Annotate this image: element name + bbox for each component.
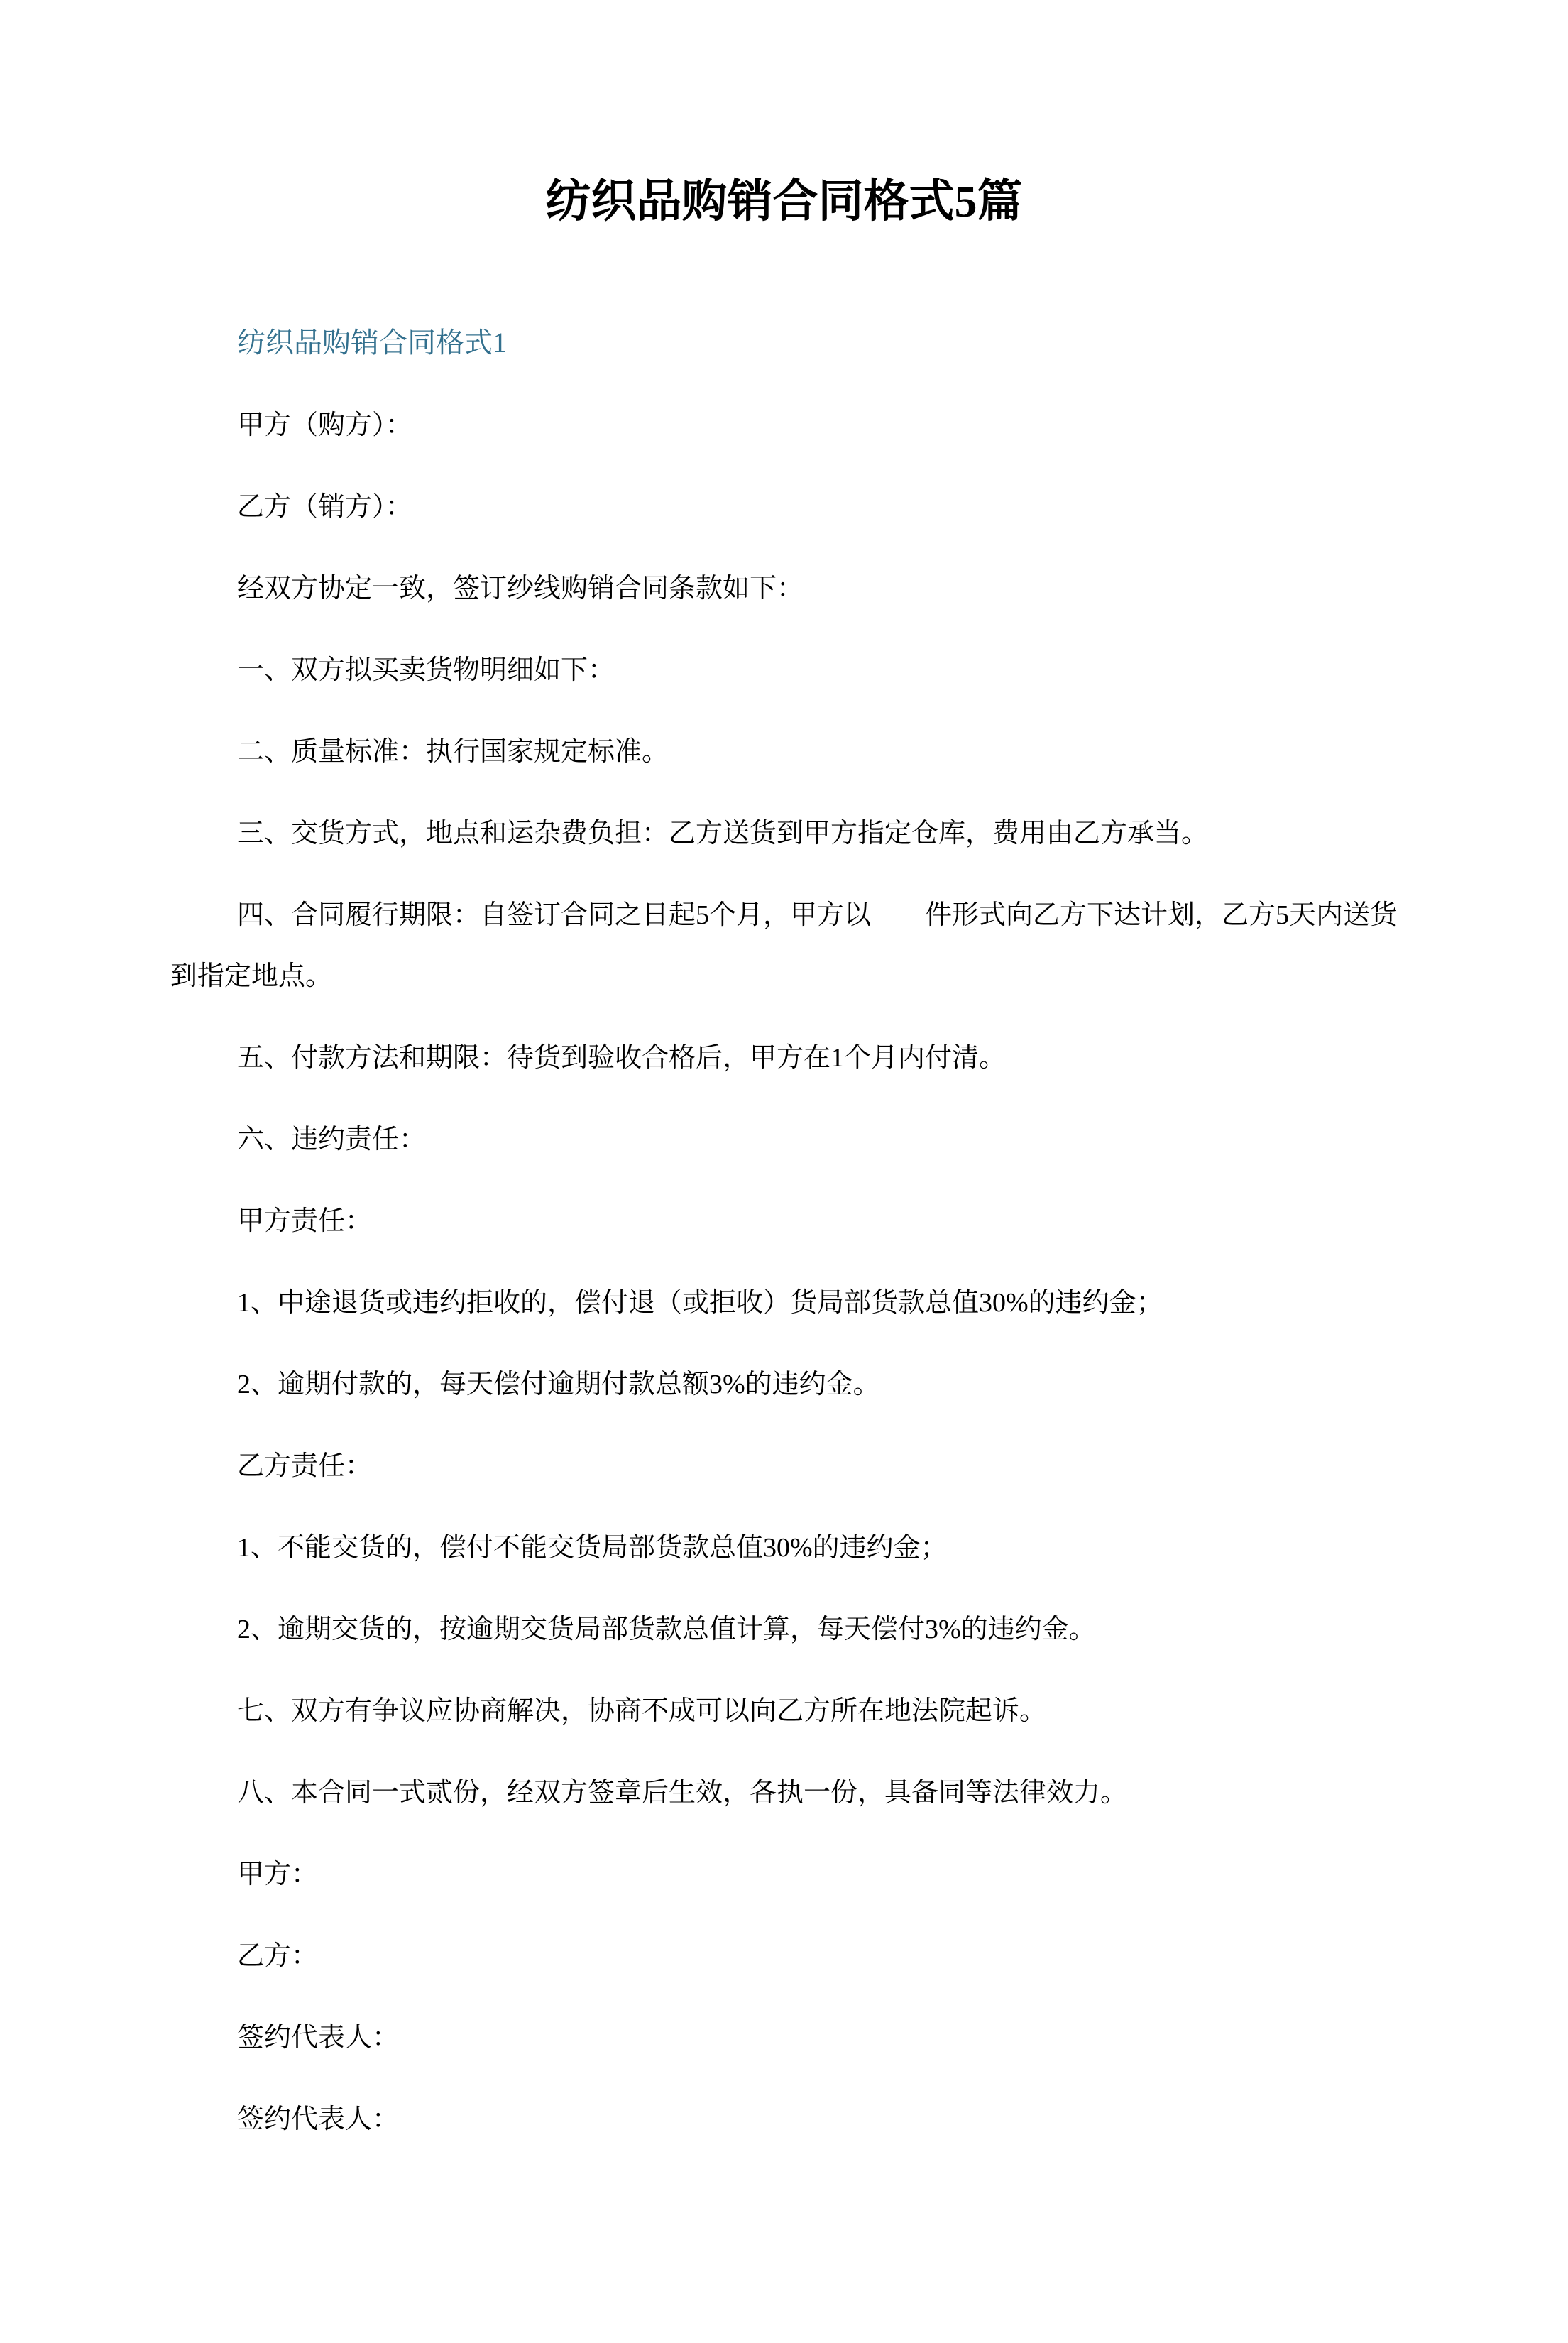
paragraph: 甲方（购方）： xyxy=(237,410,413,440)
paragraph: 二、质量标准：执行国家规定标准。 xyxy=(237,737,669,767)
paragraph: 三、交货方式，地点和运杂费负担：乙方送货到甲方指定仓库，费用由乙方承当。 xyxy=(237,819,1209,848)
paragraph: 一、双方拟买卖货物明细如下： xyxy=(237,655,615,685)
paragraph: 2、逾期交货的，按逾期交货局部货款总值计算，每天偿付3%的违约金。 xyxy=(237,1615,1096,1644)
paragraph: 乙方： xyxy=(237,1941,319,1971)
paragraph: 1、不能交货的，偿付不能交货局部货款总值30%的违约金； xyxy=(237,1533,948,1563)
paragraph: 签约代表人： xyxy=(237,2104,400,2134)
paragraph: 乙方（销方）： xyxy=(237,492,413,522)
paragraph: 甲方责任： xyxy=(237,1206,373,1236)
paragraph: 经双方协定一致，签订纱线购销合同条款如下： xyxy=(237,574,804,604)
section-heading: 纺织品购销合同格式1 xyxy=(237,327,507,359)
document-body xyxy=(170,395,1398,2150)
paragraph: 签约代表人： xyxy=(237,2023,400,2053)
paragraph: 甲方： xyxy=(237,1859,319,1889)
paragraph: 1、中途退货或违约拒收的，偿付退（或拒收）货局部货款总值30%的违约金； xyxy=(237,1288,1163,1318)
paragraph: 五、付款方法和期限：待货到验收合格后，甲方在1个月内付清。 xyxy=(237,1043,1007,1073)
paragraph: 七、双方有争议应协商解决，协商不成可以向乙方所在地法院起诉。 xyxy=(237,1696,1047,1726)
paragraph: 2、逾期付款的，每天偿付逾期付款总额3%的违约金。 xyxy=(237,1370,880,1399)
paragraph: 八、本合同一式贰份，经双方签章后生效，各执一份，具备同等法律效力。 xyxy=(237,1778,1128,1808)
paragraph: 六、违约责任： xyxy=(237,1125,427,1154)
paragraph: 乙方责任： xyxy=(237,1451,373,1481)
paragraph: 四、合同履行期限：自签订合同之日起5个月，甲方以 件形式向乙方下达计划，乙方5天内送货到指定地点。 xyxy=(170,900,1398,991)
document-title: 纺织品购销合同格式5篇 xyxy=(545,176,1023,226)
